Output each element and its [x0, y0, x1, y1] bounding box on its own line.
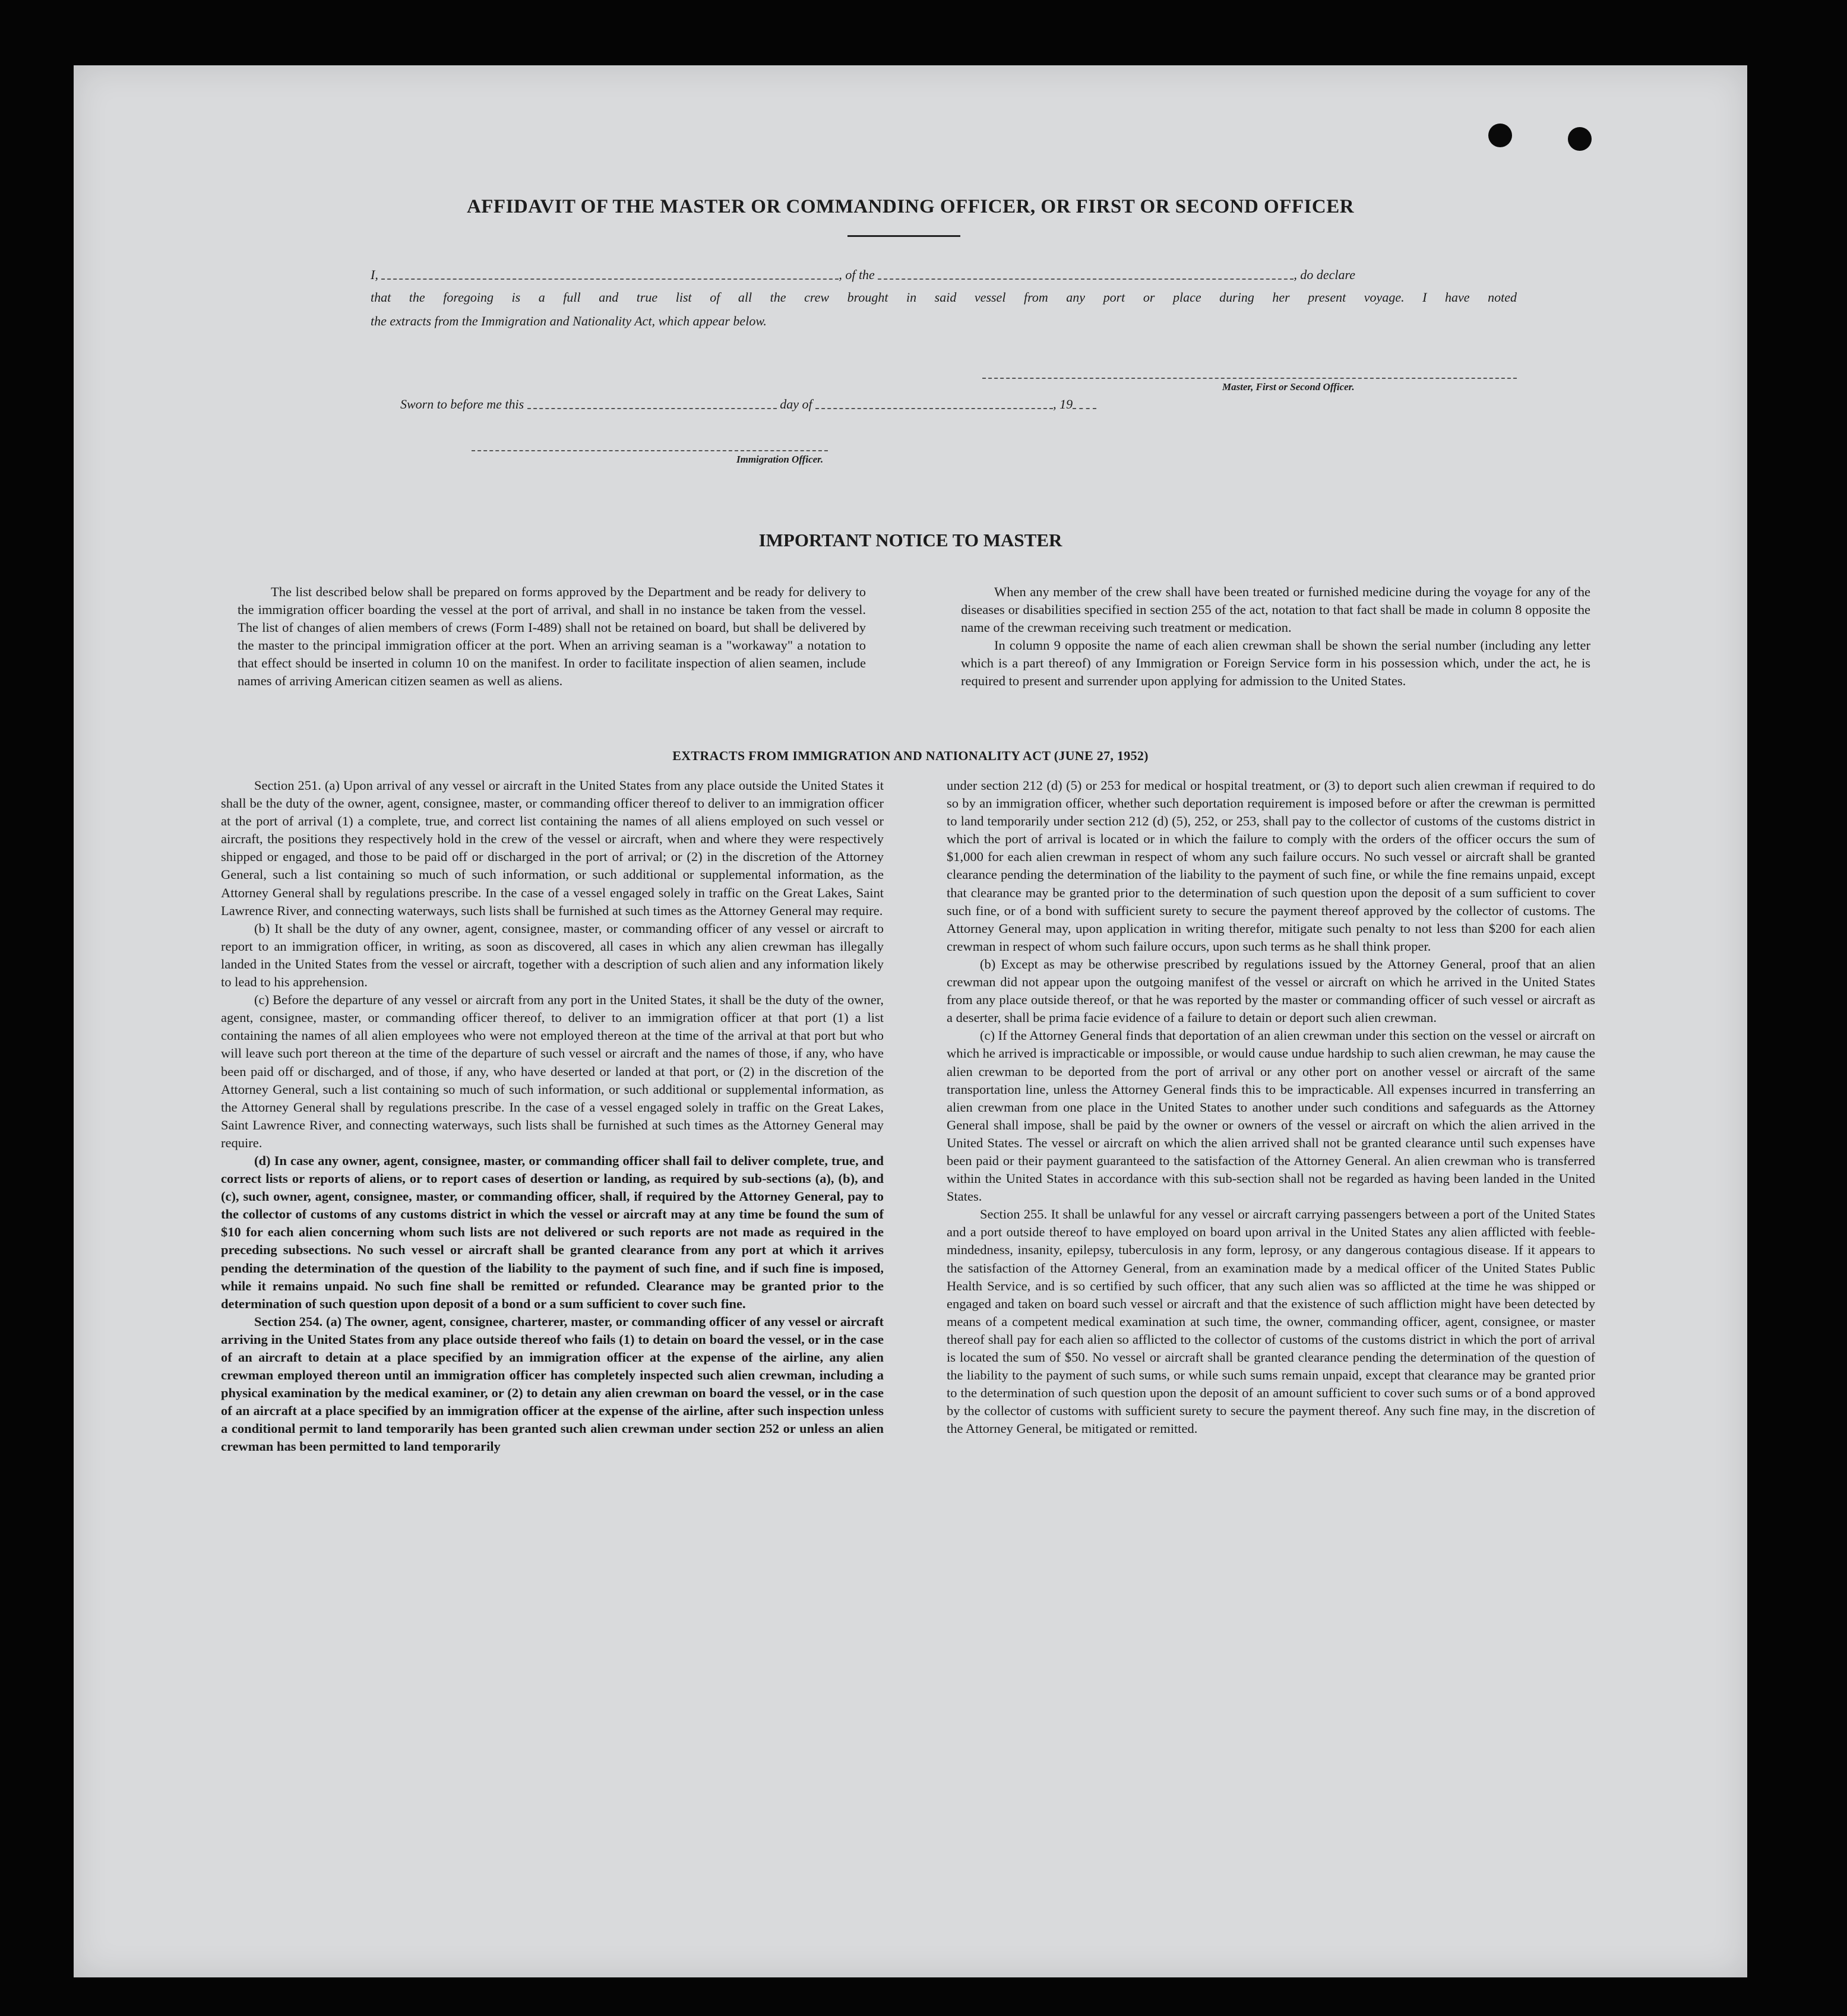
punch-hole	[1568, 127, 1592, 151]
punch-hole	[1488, 124, 1512, 147]
extracts-right-column	[947, 777, 1595, 1438]
section-paragraph: under section 212 (d) (5) or 253 for medical or hospital treatment, or (3) to deport such alien crewman if required to do so by an immigration officer, whether such deportation requirement is imposed before or after the crewman is permitted to land temporarily under section 212 (d) (5), 252, or 253, shall pay to the collector of customs of the customs district in which the port of arrival is located or in which the failure to comply with the orders of the officer occurs the sum of $1,000 for each alien crewman in respect of whom any such failure occurs. No such vessel or aircraft shall be granted clearance pending the determination of the liability to the payment of such fine, or while the fine remains unpaid, except that clearance may be granted prior to the determination of such question upon the deposit of a sum sufficient to cover such fine, or of a bond with sufficient surety to secure the payment thereof approved by the collector of customs. The Attorney General may, upon application in writing therefor, mitigate such penalty to not less than $200 for each alien crewman in respect of whom such failure occurs, upon such terms as he shall think proper.	[947, 778, 1595, 954]
section-paragraph: Section 255. It shall be unlawful for any vessel or aircraft carrying passengers between a port of the United States and a port outside thereof to have employed on board upon arrival in the United States any alien afflicted with feeble-mindedness, insanity, epilepsy, tuberculosis in any form, leprosy, or any dangerous contagious disease. If it appears to the satisfaction of the Attorney General, from an examination made by a medical officer of the United States Public Health Service, and is so certified by such officer, that any such alien was so afflicted at the time he was shipped or engaged and taken on board such vessel or aircraft and that the existence of such affliction might have been detected by means of a competent medical examination at such time, the owner, commanding officer, agent, consignee, or master thereof shall pay for each alien so afflicted to the collector of customs of the customs district in which the port of arrival is located the sum of $50. No vessel or aircraft shall be granted clearance pending the determination of the question of the liability to the payment of such sums, or while such sums remain unpaid, except that clearance may be granted prior to the determination of such question upon the deposit of an amount sufficient to cover such sums or of a bond approved by the collector of customs with sufficient surety to secure the payment thereof. Any such fine may, in the discretion of the Attorney General, be mitigated or remitted.	[947, 1207, 1595, 1436]
day-blank	[527, 402, 777, 409]
sworn-year: , 19	[1053, 397, 1073, 412]
month-blank	[815, 402, 1053, 409]
sworn-mid: day of	[780, 397, 812, 412]
notice-title: IMPORTANT NOTICE TO MASTER	[758, 530, 1062, 550]
sworn-prefix: Sworn to before me this	[400, 397, 524, 412]
section-paragraph: (c) Before the departure of any vessel or aircraft from any port in the United States, it shall be the duty of the owner, agent, consignee, master, or commanding officer thereof, to deliver to an immigration officer at that port (1) a list containing the names of all alien employees who were not employed thereon at the time of the arrival at that port but who will leave such port thereon at the time of the departure of such vessel or aircraft and the names of those, if any, who have been paid off or discharged, and of those, if any, who have deserted or landed at that port, or (2) in the discretion of the Attorney General, such a list containing so much of such information, or such additional or supplemental information, as the Attorney General shall by regulations prescribe. In the case of a vessel engaged solely in traffic on the Great Lakes, Saint Lawrence River, and connecting waterways, such lists shall be furnished at such times as the Attorney General may require.	[221, 992, 884, 1150]
document-page	[74, 65, 1747, 1977]
sworn-line	[400, 397, 1096, 412]
declaration-prefix: I,	[371, 267, 378, 282]
notice-right-column	[961, 583, 1590, 691]
section-paragraph: (b) Except as may be otherwise prescribed by regulations issued by the Attorney General, proof that an alien crewman did not appear upon the outgoing manifest of the vessel or aircraft on which he arrived in the United States from any place outside thereof, or that he was reported by the master or commanding officer of such vessel or aircraft as a deserter, shall be prima facie evidence of a failure to detain or deport such alien crewman.	[947, 956, 1595, 1026]
vessel-blank	[878, 273, 1293, 280]
notice-paragraph: In column 9 opposite the name of each alien crewman shall be shown the serial number (including any letter which is a part thereof) of any Immigration or Foreign Service form in his possession which, under the act, he is required to present and surrender upon applying for admission to the United States.	[961, 638, 1590, 689]
title-divider	[847, 235, 960, 237]
master-signature-line	[982, 378, 1517, 379]
master-caption: Master, First or Second Officer.	[1222, 381, 1355, 393]
name-blank	[381, 273, 839, 280]
notice-left-column	[238, 583, 866, 691]
officer-caption: Immigration Officer.	[736, 454, 824, 465]
section-paragraph: (b) It shall be the duty of any owner, agent, consignee, master, or commanding officer of any vessel or aircraft to report to an immigration officer, in writing, as soon as discovered, all cases in which any alien crewman has illegally landed in the United States from the vessel or aircraft, together with a description of such alien and any information likely to lead to his apprehension.	[221, 920, 884, 990]
notice-paragraph: The list described below shall be prepared on forms approved by the Department and be ready for delivery to the immigration officer boarding the vessel at the port of arrival, and shall in no instance be taken from the vessel. The list of changes of alien members of crews (Form I-489) shall not be retained on board, but shall be delivered by the master to the principal immigration officer at the port. When an arriving seaman is a "workaway" a notation to that effect should be inserted in column 10 on the manifest. In order to facilitate inspection of alien seamen, include names of arriving American citizen seamen as well as aliens.	[238, 584, 866, 689]
year-blank	[1073, 402, 1096, 409]
notice-paragraph: When any member of the crew shall have been treated or furnished medicine during the voyage for any of the diseases or disabilities specified in section 255 of the act, notation to that fact shall be made in column 8 opposite the name of the crewman receiving such treatment or medication.	[961, 584, 1590, 635]
section-paragraph: (d) In case any owner, agent, consignee, master, or commanding officer shall fail to deliver complete, true, and correct lists or reports of aliens, or to report cases of desertion or landing, as required by sub-sections (a), (b), and (c), such owner, agent, consignee, master, or commanding officer, shall, if required by the Attorney General, pay to the collector of customs of any customs district in which the vessel or aircraft may at any time be found the sum of $10 for each alien concerning whom such lists are not delivered or such reports are not made as required in the preceding subsections. No such vessel or aircraft shall be granted clearance from any port at which it arrives pending the determination of the question of the liability to the payment of such fine, and if such fine is imposed, while it remains unpaid. No such fine shall be remitted or refunded. Clearance may be granted prior to the determination of such question upon deposit of a bond or a sum sufficient to cover such fine.	[221, 1153, 884, 1311]
section-paragraph: Section 254. (a) The owner, agent, consignee, charterer, master, or commanding officer of any vessel or aircraft arriving in the United States from any place outside thereof who fails (1) to detain on board the vessel, or in the case of an aircraft to detain at a place specified by an immigration officer at the expense of the airline, any alien crewman employed thereon until an immigration officer has completely inspected such alien crewman, including a physical examination by the medical examiner, or (2) to detain any alien crewman on board the vessel, or in the case of an aircraft at a place specified by an immigration officer at the expense of the airline, after such inspection unless a conditional permit to land temporarily has been granted such alien crewman under section 252 or unless an alien crewman has been permitted to land temporarily	[221, 1314, 884, 1454]
declaration-line-1	[371, 264, 1517, 286]
extracts-left-column	[221, 777, 884, 1456]
declaration-line-3: the extracts from the Immigration and Nationality Act, which appear below.	[371, 314, 767, 328]
declaration-mid: , of the	[839, 267, 875, 282]
section-paragraph: (c) If the Attorney General finds that deportation of an alien crewman under this section on the vessel or aircraft on which he arrived is impracticable or impossible, or would cause undue hardship to such alien crewman, he may cause the alien crewman to be deported from the port of arrival or any other port on another vessel or aircraft of the same transportation line, unless the Attorney General finds this to be impracticable. All expenses incurred in transferring an alien crewman from one place in the United States to another under such conditions and safeguards as the Attorney General shall impose, shall be paid by the owner or owners of the vessel or aircraft on which the alien arrived in the United States. The vessel or aircraft on which the alien arrived shall not be granted clearance until such expenses have been paid or their payment guaranteed to the satisfaction of the Attorney General. An alien crewman who is transferred within the United States in accordance with this sub-section shall not be regarded as having been landed in the United States.	[947, 1028, 1595, 1204]
officer-signature-line	[472, 450, 828, 451]
section-paragraph: Section 251. (a) Upon arrival of any vessel or aircraft in the United States from any place outside the United States it shall be the duty of the owner, agent, consignee, master, or commanding officer thereof to deliver to an immigration officer at the port of arrival (1) a complete, true, and correct list containing the names of all aliens employed on such vessel or aircraft, the positions they respectively hold in the crew of the vessel or aircraft, when and where they were respectively shipped or engaged, and those to be paid off or discharged in the port of arrival; or (2) in the discretion of the Attorney General, such a list containing so much of such information, or such additional or supplemental information, as the Attorney General shall by regulations prescribe. In the case of a vessel engaged solely in traffic on the Great Lakes, Saint Lawrence River, and connecting waterways, such lists shall be furnished at such times as the Attorney General may require.	[221, 778, 884, 918]
affidavit-title: AFFIDAVIT OF THE MASTER OR COMMANDING OFFICER, OR FIRST OR SECOND OFFICER	[466, 196, 1355, 217]
declaration-suffix: , do declare	[1293, 267, 1355, 282]
extracts-title: EXTRACTS FROM IMMIGRATION AND NATIONALITY ACT (JUNE 27, 1952)	[672, 748, 1149, 763]
declaration-line-2: that the foregoing is a full and true list of all the crew brought in said vessel from any port or place during her present voyage. I have noted	[371, 290, 1517, 305]
